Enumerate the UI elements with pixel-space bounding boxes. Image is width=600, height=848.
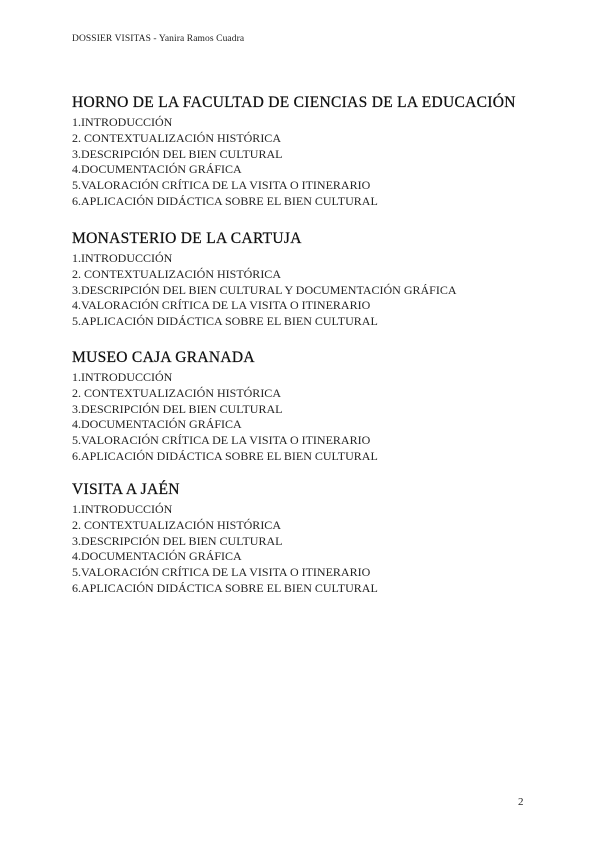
list-item: 2. CONTEXTUALIZACIÓN HISTÓRICA xyxy=(72,517,281,532)
section-horno xyxy=(72,94,542,210)
page-number: 2 xyxy=(518,796,524,808)
section-title: MONASTERIO DE LA CARTUJA xyxy=(72,230,302,247)
section-title: HORNO DE LA FACULTAD DE CIENCIAS DE LA EDUCACIÓN xyxy=(72,94,516,111)
list-item: 1.INTRODUCCIÓN xyxy=(72,370,173,384)
section-title: VISITA A JAÉN xyxy=(72,481,180,498)
page-header: DOSSIER VISITAS - Yanira Ramos Cuadra xyxy=(72,34,245,44)
section-item-list xyxy=(72,251,542,330)
list-item: 5.VALORACIÓN CRÍTICA DE LA VISITA O ITINERARIO xyxy=(72,178,371,193)
list-item: 2. CONTEXTUALIZACIÓN HISTÓRICA xyxy=(72,130,281,145)
list-item: 6.APLICACIÓN DIDÁCTICA SOBRE EL BIEN CULTURAL xyxy=(72,448,378,463)
section-item-list xyxy=(72,370,542,465)
section-item-list xyxy=(72,115,542,210)
list-item: 5.VALORACIÓN CRÍTICA DE LA VISITA O ITINERARIO xyxy=(72,565,371,580)
section-title: MUSEO CAJA GRANADA xyxy=(72,349,255,366)
list-item: 6.APLICACIÓN DIDÁCTICA SOBRE EL BIEN CULTURAL xyxy=(72,580,378,595)
list-item: 1.INTRODUCCIÓN xyxy=(72,115,173,129)
list-item: 4.DOCUMENTACIÓN GRÁFICA xyxy=(72,549,242,564)
section-cartuja xyxy=(72,230,542,330)
list-item: 2. CONTEXTUALIZACIÓN HISTÓRICA xyxy=(72,385,281,400)
list-item: 1.INTRODUCCIÓN xyxy=(72,251,173,265)
list-item: 4.DOCUMENTACIÓN GRÁFICA xyxy=(72,417,242,432)
list-item: 4.DOCUMENTACIÓN GRÁFICA xyxy=(72,162,242,177)
list-item: 3.DESCRIPCIÓN DEL BIEN CULTURAL xyxy=(72,146,283,161)
list-item: 3.DESCRIPCIÓN DEL BIEN CULTURAL Y DOCUMENTACIÓN GRÁFICA xyxy=(72,282,457,297)
section-jaen xyxy=(72,481,542,597)
list-item: 1.INTRODUCCIÓN xyxy=(72,502,173,516)
list-item: 3.DESCRIPCIÓN DEL BIEN CULTURAL xyxy=(72,401,283,416)
list-item: 3.DESCRIPCIÓN DEL BIEN CULTURAL xyxy=(72,533,283,548)
list-item: 6.APLICACIÓN DIDÁCTICA SOBRE EL BIEN CULTURAL xyxy=(72,193,378,208)
list-item: 5.APLICACIÓN DIDÁCTICA SOBRE EL BIEN CULTURAL xyxy=(72,314,378,329)
section-museo xyxy=(72,349,542,465)
list-item: 4.VALORACIÓN CRÍTICA DE LA VISITA O ITINERARIO xyxy=(72,298,371,313)
section-item-list xyxy=(72,502,542,597)
list-item: 2. CONTEXTUALIZACIÓN HISTÓRICA xyxy=(72,266,281,281)
list-item: 5.VALORACIÓN CRÍTICA DE LA VISITA O ITINERARIO xyxy=(72,433,371,448)
